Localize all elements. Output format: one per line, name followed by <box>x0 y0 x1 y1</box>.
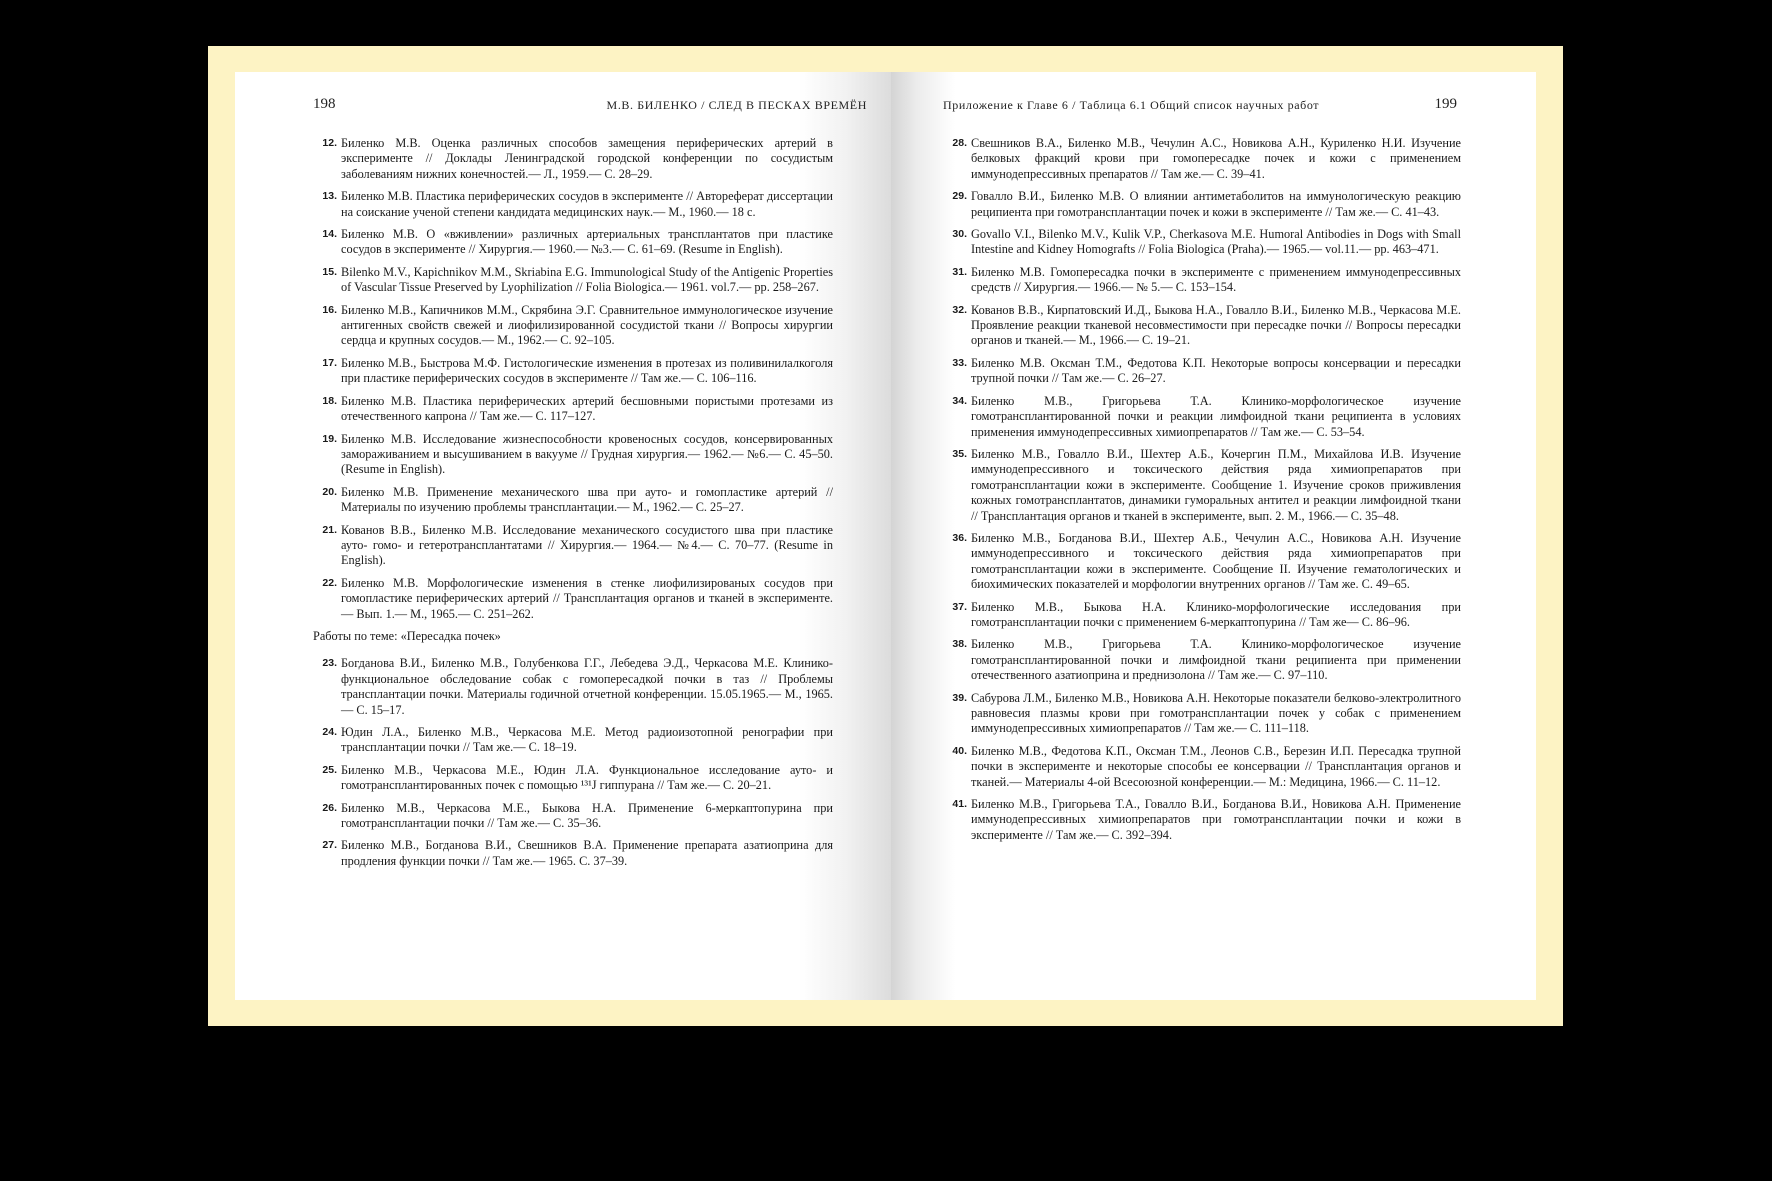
entry-number: 18. <box>322 394 337 407</box>
entry-text: Юдин Л.А., Биленко М.В., Черкасова М.Е. Метод радиоизотопной ренографии при трансплантации почки // Там же.— С. 18–19. <box>341 725 833 755</box>
entry-number: 38. <box>952 638 967 651</box>
entry-number: 35. <box>952 447 967 460</box>
entry-number: 31. <box>952 265 967 278</box>
entry-text: Биленко М.В. Оценка различных способов замещения периферических артерий в эксперименте // Доклады Ленинградской городской конференции по сосудистым заболеваниям нижних конечностей.— Л., 1959.— С. 28–29. <box>341 136 833 181</box>
bibliography-entry <box>313 356 833 387</box>
page-number-right: 199 <box>1434 96 1457 112</box>
bibliography-entry <box>313 265 833 296</box>
bibliography-entry <box>313 136 833 182</box>
bibliography-entry <box>943 189 1461 220</box>
bibliography-entry <box>313 432 833 478</box>
bibliography-entry <box>313 576 833 622</box>
bibliography-entry <box>943 691 1461 737</box>
entry-number: 34. <box>952 394 967 407</box>
bibliography-entry <box>943 637 1461 683</box>
bibliography-entry <box>313 838 833 869</box>
entry-text: Биленко М.В. Морфологические изменения в стенке лиофилизированых сосудов при гомопластике периферических артерий // Трансплантация органов и тканей в эксперименте.— Вып. 1.— М., 1965.— С. 251–262. <box>341 575 833 621</box>
bibliography-entry <box>943 447 1461 524</box>
entry-number: 36. <box>952 531 967 544</box>
page-number-left: 198 <box>313 96 336 112</box>
bibliography-group-right <box>943 136 1461 843</box>
entry-text: Биленко М.В., Богданова В.И., Шехтер А.Б., Чечулин А.С., Новикова А.Н. Изучение иммунодепрессивного и токсического действия ряда химиопрепаратов при гомотрансплантации кожи в эксперименте. Сообщение II. Изучение гематологических и биохимических показателей и морфологии внутренних органов // Там же. С. 49–65. <box>971 530 1461 592</box>
entry-text: Биленко М.В. Пластика периферических артерий бесшовными пористыми протезами из отечественного капрона // Там же.— С. 117–127. <box>341 393 833 424</box>
bibliography-entry <box>313 394 833 425</box>
entry-number: 15. <box>322 265 337 278</box>
entry-text: Биленко М.В., Черкасова М.Е., Юдин Л.А. Функциональное исследование ауто- и гомотрансплантированных почек с помощью ¹³¹J гиппурана // Там же.— С. 20–21. <box>341 762 833 793</box>
running-head-right: Приложение к Главе 6 / Таблица 6.1 Общий список научных работ <box>943 98 1320 112</box>
entry-number: 25. <box>322 763 337 776</box>
entry-text: Биленко М.В., Говалло В.И., Шехтер А.Б., Кочергин П.М., Михайлова И.В. Изучение иммунодепрессивного и токсического действия ряда химиопрепаратов при гомотрансплантации кожи в эксперименте. Сообщение 1. Изучение сроков приживления кожных гомотрансплантатов, динамики гуморальных антител и реакции лимфоидной ткани // Трансплантация органов и тканей в эксперименте, вып. 2. М., 1966.— С. 35–48. <box>971 446 1461 523</box>
entry-text: Свешников В.А., Биленко М.В., Чечулин А.С., Новикова А.Н., Куриленко Н.И. Изучение белковых фракций крови при гомопересадке почек и кожи с применением иммунодепрессивных препаратов // Там же.— С. 39–41. <box>971 136 1461 181</box>
entry-text: Кованов В.В., Кирпатовский И.Д., Быкова Н.А., Говалло В.И., Биленко М.В., Черкасова М.Е. Проявление реакции тканевой несовместимости при пересадке почки // Вопросы пересадки органов и тканей.— М., 1966.— С. 19–21. <box>971 302 1461 348</box>
right-page <box>891 72 1536 1000</box>
entry-number: 39. <box>952 691 967 704</box>
bibliography-entry <box>943 265 1461 296</box>
bibliography-entry <box>313 725 833 756</box>
entry-number: 32. <box>952 303 967 316</box>
bibliography-entry <box>313 763 833 794</box>
bibliography-entry <box>943 394 1461 440</box>
entry-number: 12. <box>322 137 337 149</box>
entry-number: 14. <box>322 228 337 241</box>
entry-text: Биленко М.В., Черкасова М.Е., Быкова Н.А. Применение 6-меркаптопурина при гомотрансплантации почки // Там же.— С. 35–36. <box>341 800 833 831</box>
bibliography-entry <box>313 523 833 569</box>
entry-number: 40. <box>952 744 967 757</box>
entry-number: 19. <box>322 432 337 445</box>
entry-number: 37. <box>952 600 967 613</box>
entry-text: Биленко М.В. О «вживлении» различных артериальных трансплантатов при пластике сосудов в эксперименте // Хирургия.— 1960.— №3.— С. 61–69. (Resume in English). <box>341 227 833 257</box>
entry-text: Биленко М.В., Григорьева Т.А. Клинико-морфологическое изучение гомотрансплантированной почки и реакции лимфоидной ткани реципиента в условиях применения иммунодепрессивных химиопрепаратов // Там же.— С. 53–54. <box>971 393 1461 439</box>
entry-text: Биленко М.В., Федотова К.П., Оксман Т.М., Леонов С.В., Березин И.П. Пересадка трупной почки в эксперименте и некоторые способы ее консервации // Трансплантация органов и тканей.— Материалы 4-ой Всесоюзной конференции.— М.: Медицина, 1966.— С. 11–12. <box>971 743 1461 789</box>
entry-number: 33. <box>952 356 967 369</box>
entry-number: 23. <box>322 657 337 670</box>
entry-number: 30. <box>952 228 967 241</box>
entry-number: 13. <box>322 190 337 203</box>
bibliography-entry <box>313 303 833 349</box>
entry-number: 21. <box>322 523 337 536</box>
entry-number: 17. <box>322 356 337 369</box>
running-head-left: М.В. БИЛЕНКО / СЛЕД В ПЕСКАХ ВРЕМЁН <box>606 98 867 112</box>
entry-number: 27. <box>322 839 337 852</box>
entry-text: Bilenko M.V., Kapichnikov M.M., Skriabina E.G. Immunological Study of the Antigenic Properties of Vascular Tissue Preserved by Lyophilization // Folia Biologica.— 1961. vol.7.— pp. 258–267. <box>341 264 833 295</box>
entry-text: Богданова В.И., Биленко М.В., Голубенкова Г.Г., Лебедева Э.Д., Черкасова М.Е. Клинико-функциональное обследование собак с гомопересадкой почки в таз // Проблемы трансплантации почки. Материалы годичной отчетной конференции. 15.05.1965.— М., 1965.— С. 15–17. <box>341 656 833 717</box>
entry-text: Биленко М.В. Исследование жизнеспособности кровеносных сосудов, консервированных замораживанием и высушиванием в вакууме // Грудная хирургия.— 1962.— №6.— С. 45–50. (Resume in English). <box>341 431 833 477</box>
entry-text: Биленко М.В., Быкова Н.А. Клинико-морфологические исследования при гомотрансплантации почки с применением 6-меркаптопурина // Там же— С. 86–96. <box>971 599 1461 629</box>
bibliography-entry <box>943 227 1461 258</box>
bibliography-entry <box>943 797 1461 843</box>
bibliography-group-left-2 <box>313 656 833 869</box>
entry-number: 26. <box>322 801 337 814</box>
section-heading: Работы по теме: «Пересадка почек» <box>313 628 501 643</box>
entry-text: Govallo V.I., Bilenko M.V., Kulik V.P., Cherkasova M.E. Humoral Antibodies in Dogs with Small Intestine and Kidney Homografts // Folia Biologica (Praha).— 1965.— vol.11.— pp. 463–471. <box>971 227 1461 257</box>
bibliography-entry <box>313 189 833 220</box>
entry-number: 41. <box>952 798 967 811</box>
left-page <box>235 72 891 1000</box>
entry-number: 16. <box>322 303 337 316</box>
entry-number: 20. <box>322 485 337 498</box>
bibliography-entry <box>313 801 833 832</box>
bibliography-entry <box>943 531 1461 593</box>
bibliography-entry <box>313 656 833 718</box>
bibliography-list-left <box>313 136 833 876</box>
bibliography-entry <box>943 600 1461 631</box>
entry-text: Биленко М.В. Пластика периферических сосудов в эксперименте // Автореферат диссертации на соискание ученой степени кандидата медицинских наук.— М., 1960.— 18 с. <box>341 189 833 219</box>
entry-text: Биленко М.В., Капичников М.М., Скрябина Э.Г. Сравнительное иммунологическое изучение антигенных свойств свежей и лиофилизированной сосудистой ткани // Вопросы хирургии сердца и крупных сосудов.— М., 1962.— С. 92–105. <box>341 302 833 348</box>
entry-text: Кованов В.В., Биленко М.В. Исследование механического сосудистого шва при пластике ауто- гомо- и гетеротрансплантатами // Хирургия.— 1964.— №4.— С. 70–77. (Resume in English). <box>341 522 833 568</box>
bibliography-entry <box>943 136 1461 182</box>
entry-text: Биленко М.В., Быстрова М.Ф. Гистологические изменения в протезах из поливинилалкоголя при пластике периферических сосудов в эксперименте // Там же.— С. 106–116. <box>341 355 833 386</box>
entry-text: Биленко М.В. Гомопересадка почки в эксперименте с применением иммунодепрессивных средств // Хирургия.— 1966.— № 5.— С. 153–154. <box>971 264 1461 295</box>
bibliography-entry <box>313 227 833 258</box>
entry-number: 22. <box>322 576 337 589</box>
entry-text: Биленко М.В., Богданова В.И., Свешников В.А. Применение препарата азатиоприна для продления функции почки // Там же.— 1965. С. 37–39. <box>341 838 833 868</box>
bibliography-list-right <box>943 136 1461 850</box>
bibliography-group-left-1 <box>313 136 833 622</box>
entry-text: Сабурова Л.М., Биленко М.В., Новикова А.Н. Некоторые показатели белково-электролитного равновесия плазмы крови при гомотрансплантации почек у собак с применением иммунодепрессивных химиопрепаратов // Там же.— С. 111–118. <box>971 690 1461 736</box>
bibliography-entry <box>313 485 833 516</box>
entry-text: Биленко М.В. Применение механического шва при ауто- и гомопластике артерий // Материалы по изучению проблемы трансплантации.— М., 1962.— С. 25–27. <box>341 484 833 515</box>
entry-number: 29. <box>952 190 967 203</box>
entry-text: Биленко М.В. Оксман Т.М., Федотова К.П. Некоторые вопросы консервации и пересадки трупной почки // Там же.— С. 26–27. <box>971 355 1461 386</box>
bibliography-entry <box>943 303 1461 349</box>
bibliography-entry <box>943 356 1461 387</box>
entry-number: 28. <box>952 137 967 149</box>
entry-number: 24. <box>322 726 337 738</box>
entry-text: Биленко М.В., Григорьева Т.А., Говалло В.И., Богданова В.И., Новикова А.Н. Применение иммунодепрессивных химиопрепаратов при гомотрансплантации почки и кожи в эксперименте // Там же.— С. 392–394. <box>971 797 1461 842</box>
entry-text: Биленко М.В., Григорьева Т.А. Клинико-морфологическое изучение гомотрансплантированной почки и лимфоидной ткани реципиента при применении отечественного азатиоприна и преднизолона // Там же.— С. 97–110. <box>971 637 1461 683</box>
bibliography-entry <box>943 744 1461 790</box>
entry-text: Говалло В.И., Биленко М.В. О влиянии антиметаболитов на иммунологическую реакцию реципиента при гомотрансплантации почек и кожи в эксперименте // Там же.— С. 41–43. <box>971 189 1461 219</box>
